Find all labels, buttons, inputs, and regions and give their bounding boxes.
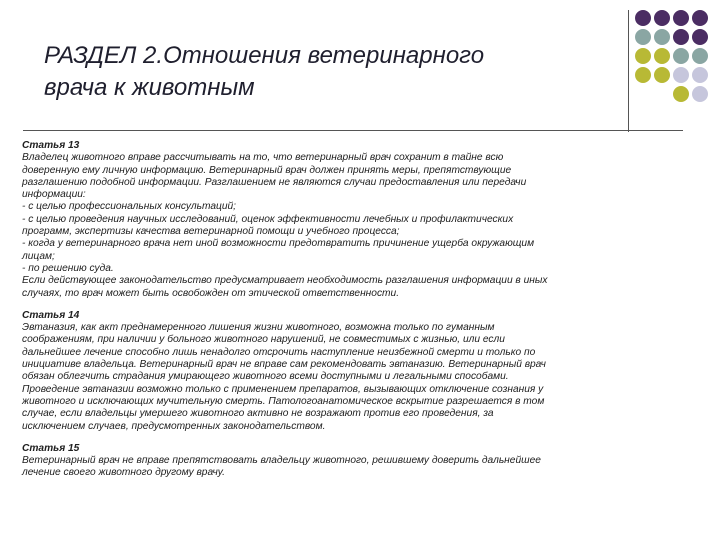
article-line: Владелец животного вправе рассчитывать на то, что ветеринарный врач сохранит в тайне всю (22, 152, 504, 164)
article-line: животного и исключающих мучительную смерть. Патологоанатомическое вскрытие разрешается в том (22, 395, 545, 407)
decorative-dot (635, 29, 651, 45)
decorative-dot (635, 10, 651, 26)
decorative-dot (692, 48, 708, 64)
article-title: Статья 15 (22, 442, 80, 454)
article-line: случае, если владельцы умершего животного активно не возражают против его проведения, за (22, 408, 494, 420)
article-13 (22, 140, 702, 300)
article-line: программ, экспертизы качества ветеринарной помощи и учебного процесса; (22, 226, 400, 238)
article-line: случаях, то врач может быть освобожден от этической ответственности. (22, 287, 400, 299)
decorative-dot (654, 67, 670, 83)
article-line: соображениям, при наличии у больного животного нарушений, не совместимых с жизнью, или если (22, 334, 505, 346)
slide-title (44, 40, 604, 104)
title-line: врача к животным (44, 74, 255, 101)
decorative-dot-grid (635, 10, 715, 106)
article-line: Ветеринарный врач не вправе препятствовать владельцу животного, решившему доверить дальнейшее (22, 455, 541, 467)
title-line: РАЗДЕЛ 2.Отношения ветеринарного (44, 42, 485, 69)
article-line: лицам; (22, 250, 55, 262)
decorative-dot (673, 86, 689, 102)
article-line: Эвтаназия, как акт преднамеренного лишения жизни животного, возможна только по гуманным (22, 322, 495, 334)
article-line: исключением случаев, предусмотренных законодательством. (22, 420, 326, 432)
article-line: Если действующее законодательство предусматривает необходимость разглашения информации в иных (22, 275, 548, 287)
decorative-dot (654, 10, 670, 26)
decorative-dot (692, 86, 708, 102)
decorative-dot (635, 67, 651, 83)
vertical-divider (628, 10, 629, 132)
article-line: дальнейшее лечение способно лишь ненадолго отсрочить наступление неизбежной смерти и только по (22, 346, 536, 358)
article-line: разглашению подобной информации. Разглашением не являются случаи предоставления или передачи (22, 176, 527, 188)
article-line: - по решению суда. (22, 262, 114, 274)
slide-body (22, 140, 702, 490)
article-line: обязан облегчить страдания умирающего животного всеми доступными и легальными способами. (22, 371, 509, 383)
decorative-dot (692, 10, 708, 26)
decorative-dot (673, 48, 689, 64)
article-line: - с целью проведения научных исследований, оценок эффективности лечебных и профилактических (22, 213, 514, 225)
decorative-dot (673, 67, 689, 83)
decorative-dot (654, 48, 670, 64)
article-line: лечение своего животного другому врачу. (22, 467, 225, 479)
article-line: инициативе владельца. Ветеринарный врач не вправе сам рекомендовать эвтаназию. Ветеринарный врач (22, 359, 546, 371)
article-title: Статья 14 (22, 309, 80, 321)
decorative-dot (635, 48, 651, 64)
decorative-dot (692, 67, 708, 83)
article-14 (22, 310, 702, 433)
article-title: Статья 13 (22, 140, 80, 151)
article-line: информации: (22, 189, 86, 201)
article-line: - когда у ветеринарного врача нет иной возможности предотвратить причинение ущерба окружающим (22, 238, 535, 250)
decorative-dot (692, 29, 708, 45)
decorative-dot (673, 10, 689, 26)
article-line: Проведение эвтаназии возможно только с применением препаратов, вызывающих отключение сознания у (22, 383, 544, 395)
horizontal-divider (23, 130, 683, 131)
decorative-dot (654, 29, 670, 45)
decorative-dot (673, 29, 689, 45)
article-line: доверенную ему личную информацию. Ветеринарный врач должен принять меры, препятствующие (22, 164, 512, 176)
article-line: - с целью профессиональных консультаций; (22, 201, 236, 213)
article-15 (22, 443, 702, 480)
